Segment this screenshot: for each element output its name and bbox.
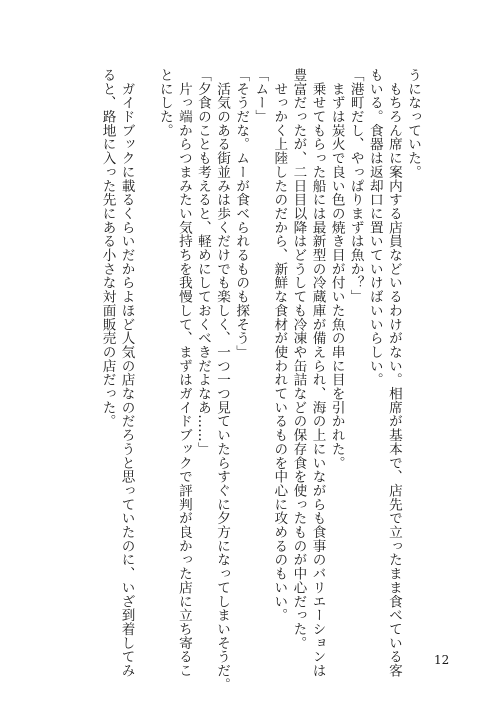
text-line: ガイドブックに載るくらいだからよほど人気の店なのだろうと思っていたのに、いざ到着してみ bbox=[118, 68, 135, 678]
text-line: ると、路地に入った先にある小さな対面販売の店だった。 bbox=[99, 68, 116, 429]
text-line: 「夕食のことも考えると、軽めにしておくべきだよなあ……」 bbox=[194, 68, 211, 456]
text-line: もいる。食器は返却口に置いていけばいいらしい。 bbox=[366, 68, 383, 387]
text-line: もちろん席に案内する店員などいるわけがない。相席が基本で、店先で立ったまま食べている客 bbox=[385, 68, 402, 678]
text-line: 「港町だし、やっぱりまずは魚か？」 bbox=[347, 68, 364, 304]
page-number: 12 bbox=[434, 653, 450, 667]
text-line: 片っ端からつまみたい気持ちを我慢して、まずはガイドブックで評判が良かった店に立ち寄るこ bbox=[175, 68, 192, 678]
blank-line bbox=[136, 68, 155, 634]
text-line: うになっていた。 bbox=[405, 68, 421, 179]
text-line: 「ムー」 bbox=[252, 68, 269, 124]
text-line: せっかく上陸したのだから、新鮮な食材が使われているものを中心に攻めるのもいい。 bbox=[271, 68, 288, 622]
text-line: 活気のある街並みは歩くだけでも楽しく、一つ一つ見ていたらすぐに夕方になってしまいそうだ。 bbox=[214, 68, 231, 692]
text-line: 「そうだな。ムーが食べられるものも探そう」 bbox=[233, 68, 250, 359]
text-line: まずは炭火で良い色の焼き目が付いた魚の串に目を引かれた。 bbox=[328, 68, 345, 470]
body-text bbox=[97, 68, 422, 692]
text-line: 乗せてもらった船には最新型の冷蔵庫が備えられ、海の上にいながらも食事のバリエーションは bbox=[309, 68, 326, 678]
text-line: 豊富だったが、二日目以降はどうしても冷凍や缶詰などの保存食を使ったものが中心だった。 bbox=[290, 68, 307, 650]
text-line: とにした。 bbox=[156, 68, 173, 138]
